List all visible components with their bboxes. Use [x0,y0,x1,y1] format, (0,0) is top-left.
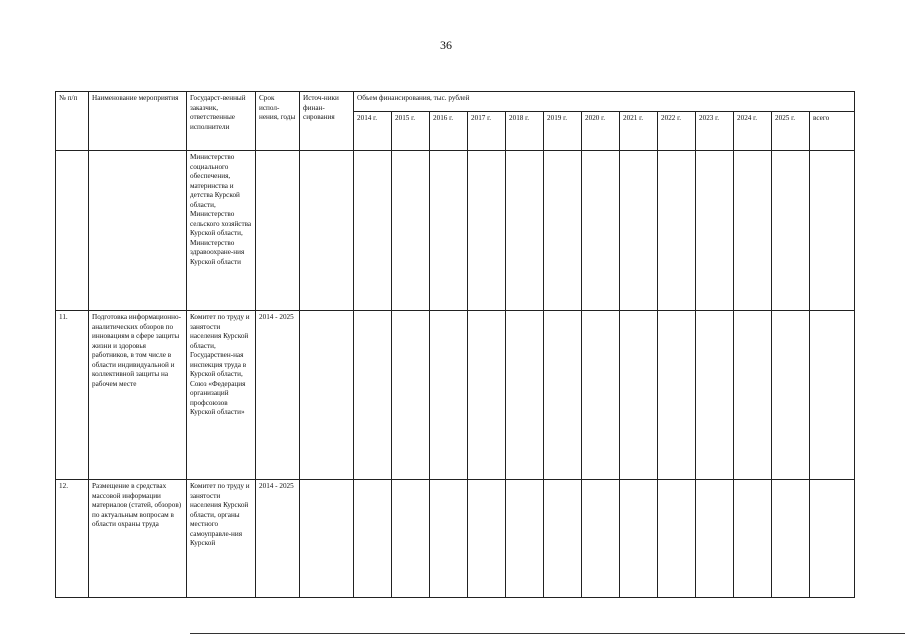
row-value [468,480,506,598]
row-value [506,311,544,480]
row-value [734,151,772,311]
row-value [620,311,658,480]
row-value [354,151,392,311]
row-name: Подготовка информационно-аналитических обзоров по инновациям в сфере защиты жизни и здоровья работников, в том числе в области индивидуальной и коллективной защиты на рабочем месте [89,311,187,480]
year-header: 2019 г. [544,112,582,151]
table-row [56,151,855,311]
year-header: 2021 г. [620,112,658,151]
header-name: Наименование мероприятия [89,92,187,151]
row-value [658,151,696,311]
row-value [544,480,582,598]
row-value [696,151,734,311]
row-customer: Министерство социального обеспечения, материнства и детства Курской области, Министерство сельского хозяйства Курской области, Министерство здравоохране-ния Курской области [187,151,256,311]
row-value [582,151,620,311]
year-header: 2015 г. [392,112,430,151]
row-value [544,311,582,480]
row-value [430,480,468,598]
row-name [89,151,187,311]
row-total [810,311,855,480]
header-row [56,92,855,112]
row-value [506,480,544,598]
row-value [430,151,468,311]
row-total [810,480,855,598]
row-term: 2014 - 2025 [256,480,300,598]
row-value [506,151,544,311]
year-header: 2014 г. [354,112,392,151]
year-header: 2025 г. [772,112,810,151]
row-value [354,480,392,598]
row-total [810,151,855,311]
row-term [256,151,300,311]
row-value [658,311,696,480]
row-value [354,311,392,480]
row-source [300,151,354,311]
row-customer: Комитет по труду и занятости населения Курской области, Государствен-ная инспекция труда в Курской области, Союз «Федерация организаций профсоюзов Курской области» [187,311,256,480]
year-header: 2017 г. [468,112,506,151]
year-header: 2023 г. [696,112,734,151]
row-value [658,480,696,598]
table-row [56,311,855,480]
header-num: № п/п [56,92,89,151]
row-value [392,151,430,311]
bottom-divider [190,633,905,634]
row-value [430,311,468,480]
row-value [696,311,734,480]
row-value [620,480,658,598]
row-num: 12. [56,480,89,598]
funding-table [55,91,855,598]
row-value [392,480,430,598]
row-value [582,480,620,598]
row-value [392,311,430,480]
year-header: 2024 г. [734,112,772,151]
row-num: 11. [56,311,89,480]
year-header: 2016 г. [430,112,468,151]
header-customer: Государст-венный заказчик, ответственные исполнители [187,92,256,151]
year-header: 2018 г. [506,112,544,151]
row-source [300,480,354,598]
row-value [468,311,506,480]
row-term: 2014 - 2025 [256,311,300,480]
row-num [56,151,89,311]
row-customer: Комитет по труду и занятости населения Курской области, органы местного самоуправле-ния Курской [187,480,256,598]
row-value [734,311,772,480]
year-header: 2020 г. [582,112,620,151]
row-value [772,311,810,480]
row-value [734,480,772,598]
row-value [772,151,810,311]
row-value [696,480,734,598]
table-row [56,480,855,598]
header-source: Источ-ники финан-сирования [300,92,354,151]
row-value [582,311,620,480]
row-source [300,311,354,480]
row-value [468,151,506,311]
row-value [772,480,810,598]
total-header: всего [810,112,855,151]
page-number: 36 [440,38,452,52]
year-header: 2022 г. [658,112,696,151]
header-funding: Объем финансирования, тыс. рублей [354,92,855,112]
row-value [620,151,658,311]
header-term: Срок испол-нения, годы [256,92,300,151]
row-name: Размещение в средствах массовой информации материалов (статей, обзоров) по актуальным вопросам в области охраны труда [89,480,187,598]
row-value [544,151,582,311]
